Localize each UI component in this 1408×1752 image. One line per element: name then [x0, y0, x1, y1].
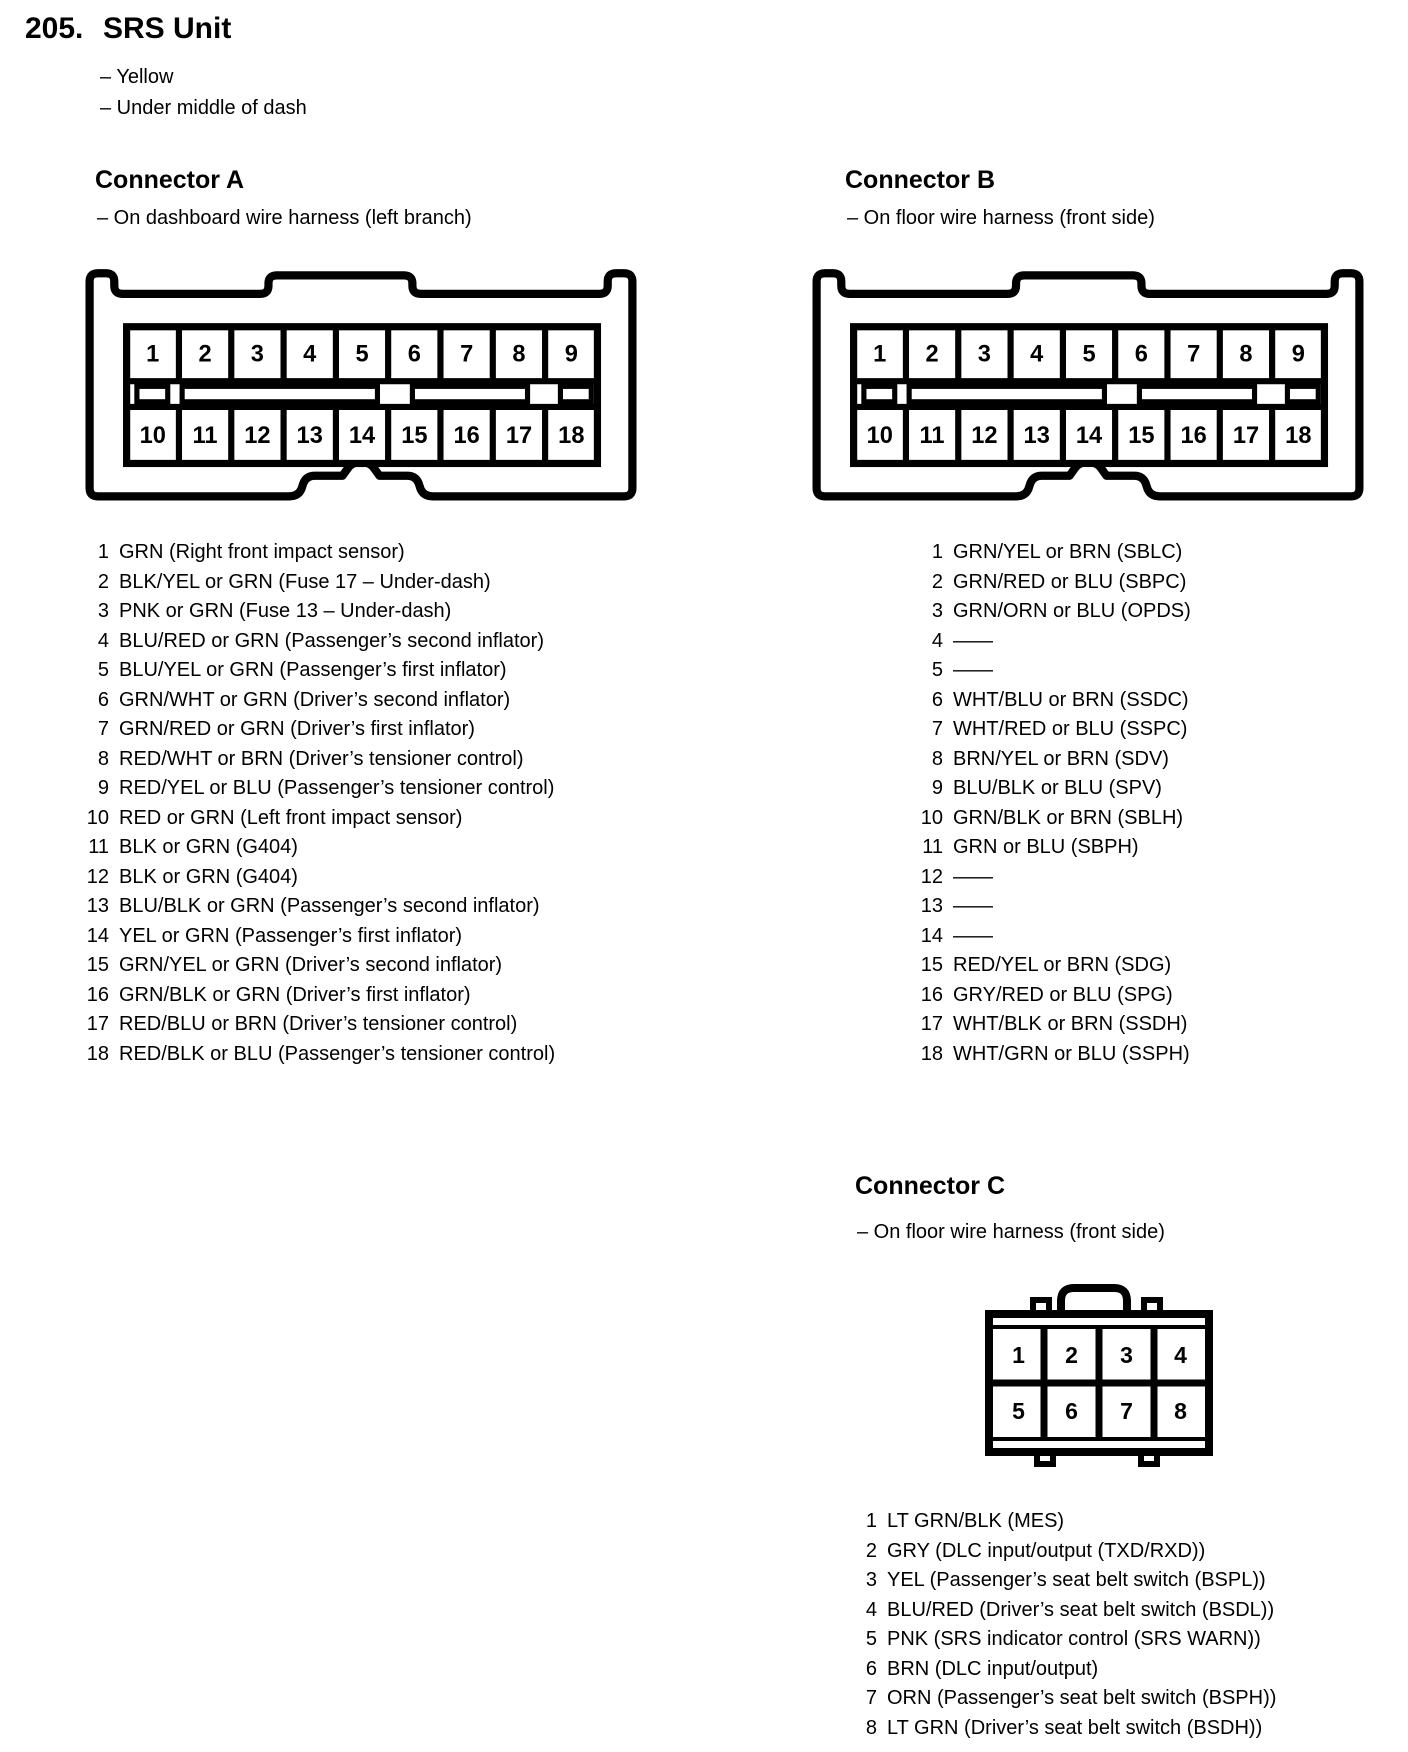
pin-cell-number: 4	[303, 341, 317, 368]
pin-number: 18	[920, 1042, 943, 1065]
pin-cell-number: 8	[512, 341, 526, 368]
pin-list-item	[79, 804, 555, 834]
pin-list-item	[79, 538, 555, 568]
pin-number: 15	[920, 954, 943, 976]
pin-number: 16	[920, 983, 943, 1006]
pin-description: BRN (DLC input/output)	[887, 1657, 1099, 1680]
pin-description: BLU/BLK or BLU (SPV)	[953, 777, 1162, 799]
pin-cell-number: 6	[1134, 341, 1148, 368]
pin-number: 11	[922, 836, 943, 858]
pin-cell-number: 9	[1291, 341, 1305, 368]
pin-list-item	[79, 833, 555, 863]
pin-list-item	[79, 1040, 555, 1070]
pin-cell-number: 18	[1285, 422, 1312, 449]
pin-cell-number: 8	[1174, 1398, 1187, 1424]
pin-list-item	[847, 1537, 1276, 1567]
pin-cell-number: 15	[1128, 422, 1155, 449]
pin-list-item	[79, 568, 555, 598]
pin-description: BLU/RED (Driver’s seat belt switch (BSDL))	[887, 1598, 1275, 1621]
pin-cell-number: 1	[1012, 1342, 1025, 1368]
pin-number: 12	[920, 865, 943, 888]
pin-number: 3	[97, 600, 109, 622]
pin-description: BLK/YEL or GRN (Fuse 17 – Under-dash)	[119, 570, 491, 593]
pin-list-item	[913, 538, 1191, 568]
connector-a-diagram	[73, 263, 649, 525]
pin-number: 8	[865, 1716, 877, 1739]
pin-number: 18	[86, 1042, 109, 1065]
pin-number: 3	[931, 600, 943, 622]
pin-number: 6	[97, 688, 109, 711]
pin-cell-number: 13	[1023, 422, 1050, 449]
pin-list-item	[913, 627, 1191, 657]
pin-list-item	[913, 686, 1191, 716]
pin-description: ORN (Passenger’s seat belt switch (BSPH))	[887, 1687, 1277, 1709]
pin-cell-number: 14	[1075, 422, 1103, 449]
pin-list-item	[847, 1507, 1276, 1537]
pin-list-item	[913, 833, 1191, 863]
pin-cell-number: 16	[1180, 422, 1207, 449]
pin-list-item	[913, 981, 1191, 1011]
pin-cell-number: 2	[198, 341, 212, 368]
pin-list-item	[847, 1684, 1276, 1714]
pin-list-item	[913, 804, 1191, 834]
pin-description: GRN/RED or GRN (Driver’s first inflator)	[119, 718, 475, 740]
pin-number: 14	[920, 924, 943, 947]
pin-cell-number: 5	[1082, 341, 1096, 368]
pin-list-item	[79, 774, 555, 804]
pin-description: GRN/WHT or GRN (Driver’s second inflator)	[119, 688, 511, 711]
pin-number: 4	[865, 1598, 877, 1621]
pin-cell-number: 3	[977, 341, 991, 368]
pin-list-item	[79, 745, 555, 775]
pin-list-item	[79, 597, 555, 627]
note-color: – Yellow	[100, 66, 174, 88]
pin-number: 2	[97, 570, 109, 593]
pin-description: ——	[953, 659, 993, 681]
pin-cell-number: 6	[1065, 1398, 1078, 1424]
pin-cell-number: 4	[1030, 341, 1044, 368]
pin-number: 2	[931, 570, 943, 593]
pin-description: YEL (Passenger’s seat belt switch (BSPL))	[887, 1569, 1266, 1591]
pin-cell-number: 2	[1065, 1342, 1078, 1368]
pin-list-item	[913, 1040, 1191, 1070]
connector-18pin-shell	[800, 263, 1376, 520]
pin-description: GRN/YEL or GRN (Driver’s second inflator)	[119, 954, 503, 976]
pin-description: BLK or GRN (G404)	[119, 836, 298, 858]
pin-cell-number: 7	[460, 341, 474, 368]
pin-description: WHT/BLK or BRN (SSDH)	[953, 1013, 1188, 1035]
pin-number: 1	[931, 541, 943, 563]
pin-description: GRN/ORN or BLU (OPDS)	[953, 600, 1191, 622]
pin-list-item	[79, 892, 555, 922]
pin-list-item	[79, 1010, 555, 1040]
pin-description: GRN/YEL or BRN (SBLC)	[953, 541, 1183, 563]
pin-number: 5	[931, 659, 943, 681]
pin-number: 13	[920, 895, 943, 917]
pin-description: ——	[953, 629, 993, 652]
pin-number: 4	[97, 629, 109, 652]
pin-cell-number: 9	[564, 341, 578, 368]
pin-cell-number: 18	[558, 422, 585, 449]
pin-description: ——	[953, 924, 993, 947]
pin-number: 9	[97, 777, 109, 799]
connector-c-diagram	[975, 1280, 1225, 1477]
pin-number: 7	[97, 718, 109, 740]
pin-number: 15	[86, 954, 109, 976]
pin-list-item	[913, 892, 1191, 922]
pin-description: YEL or GRN (Passenger’s first inflator)	[119, 924, 463, 947]
pin-description: RED or GRN (Left front impact sensor)	[119, 806, 463, 829]
connector-a-heading: Connector A	[95, 166, 245, 194]
pin-description: GRY/RED or BLU (SPG)	[953, 983, 1173, 1006]
pin-cell-number: 15	[401, 422, 428, 449]
pin-list-item	[913, 774, 1191, 804]
pin-number: 5	[97, 659, 109, 681]
connector-c-pin-list	[847, 1507, 1276, 1743]
connector-b-subheading: – On floor wire harness (front side)	[847, 207, 1155, 229]
pin-number: 5	[865, 1628, 877, 1650]
pin-list-item	[913, 715, 1191, 745]
pin-list-item	[913, 745, 1191, 775]
pin-number: 7	[931, 718, 943, 740]
pin-number: 13	[86, 895, 109, 917]
unit-notes	[100, 62, 307, 124]
pin-list-item	[913, 922, 1191, 952]
pin-number: 6	[865, 1657, 877, 1680]
pin-description: BLU/BLK or GRN (Passenger’s second inflator)	[119, 895, 540, 917]
pin-list-item	[913, 1010, 1191, 1040]
pin-list-item	[847, 1625, 1276, 1655]
pin-list-item	[79, 715, 555, 745]
pin-cell-number: 13	[296, 422, 323, 449]
pin-number: 7	[865, 1687, 877, 1709]
pin-description: BLU/YEL or GRN (Passenger’s first inflator)	[119, 659, 507, 681]
pin-cell-number: 8	[1239, 341, 1253, 368]
pin-cell-number: 11	[192, 422, 218, 449]
pin-number: 4	[931, 629, 943, 652]
pin-number: 10	[920, 806, 943, 829]
pin-number: 17	[920, 1013, 943, 1035]
pin-description: PNK (SRS indicator control (SRS WARN))	[887, 1628, 1261, 1650]
pin-number: 12	[86, 865, 109, 888]
pin-list-item	[913, 951, 1191, 981]
pin-cell-number: 1	[146, 341, 160, 368]
connector-b-diagram	[800, 263, 1376, 525]
connector-b-heading: Connector B	[845, 166, 995, 194]
pin-description: RED/BLU or BRN (Driver’s tensioner control)	[119, 1013, 518, 1035]
pin-cell-number: 16	[453, 422, 480, 449]
pin-list-item	[847, 1566, 1276, 1596]
pin-cell-number: 11	[919, 422, 945, 449]
pin-number: 9	[931, 777, 943, 799]
pin-number: 16	[86, 983, 109, 1006]
page-title	[25, 12, 231, 46]
pin-number: 8	[97, 747, 109, 770]
keyway-slots	[864, 386, 1318, 401]
pin-number: 11	[88, 836, 109, 858]
pin-list-item	[79, 981, 555, 1011]
pin-list-item	[847, 1714, 1276, 1744]
connector-b-pin-list	[913, 538, 1191, 1069]
pin-cell-number: 14	[348, 422, 376, 449]
pin-description: LT GRN/BLK (MES)	[887, 1510, 1065, 1532]
pin-list-item	[913, 568, 1191, 598]
pin-number: 1	[97, 541, 109, 563]
pin-list-item	[913, 597, 1191, 627]
pin-cell-number: 7	[1187, 341, 1201, 368]
pin-description: RED/YEL or BRN (SDG)	[953, 954, 1172, 976]
pin-cell-number: 7	[1120, 1398, 1133, 1424]
pin-cell-number: 12	[244, 422, 271, 449]
pin-cell-number: 1	[873, 341, 887, 368]
pin-list-item	[847, 1596, 1276, 1626]
connector-a-subheading: – On dashboard wire harness (left branch)	[97, 207, 472, 229]
pin-description: WHT/RED or BLU (SSPC)	[953, 718, 1188, 740]
pin-list-item	[79, 627, 555, 657]
pin-cell-number: 5	[1012, 1398, 1025, 1424]
pin-description: WHT/BLU or BRN (SSDC)	[953, 688, 1189, 711]
pin-cell-number: 17	[1232, 422, 1260, 449]
pin-description: WHT/GRN or BLU (SSPH)	[953, 1042, 1190, 1065]
pin-list-item	[913, 656, 1191, 686]
pin-description: BRN/YEL or BRN (SDV)	[953, 747, 1169, 770]
pin-cell-number: 3	[1120, 1342, 1133, 1368]
pin-description: ——	[953, 895, 993, 917]
pin-description: GRY (DLC input/output (TXD/RXD))	[887, 1539, 1206, 1562]
pin-cell-number: 12	[971, 422, 998, 449]
page-title-text: SRS Unit	[103, 12, 232, 45]
pin-description: BLU/RED or GRN (Passenger’s second inflator)	[119, 629, 544, 652]
pin-description: GRN or BLU (SBPH)	[953, 836, 1139, 858]
pin-description: GRN (Right front impact sensor)	[119, 541, 405, 563]
pin-description: GRN/RED or BLU (SBPC)	[953, 570, 1187, 593]
pin-number: 2	[865, 1539, 877, 1562]
pin-cell-number: 6	[407, 341, 421, 368]
pin-cell-number: 10	[866, 422, 893, 449]
section-number: 205.	[25, 12, 84, 45]
pin-description: PNK or GRN (Fuse 13 – Under-dash)	[119, 600, 452, 622]
connector-c-heading: Connector C	[855, 1172, 1005, 1200]
pin-cell-number: 4	[1174, 1342, 1187, 1368]
pin-number: 10	[86, 806, 109, 829]
pin-description: GRN/BLK or BRN (SBLH)	[953, 806, 1184, 829]
pin-cell-number: 5	[355, 341, 369, 368]
pin-description: RED/BLK or BLU (Passenger’s tensioner control)	[119, 1042, 556, 1065]
pin-description: RED/WHT or BRN (Driver’s tensioner control)	[119, 747, 524, 770]
pin-description: GRN/BLK or GRN (Driver’s first inflator)	[119, 983, 471, 1006]
pin-description: BLK or GRN (G404)	[119, 865, 298, 888]
pin-number: 8	[931, 747, 943, 770]
pin-list-item	[79, 922, 555, 952]
pin-cell-number: 2	[925, 341, 939, 368]
pin-cell-number: 10	[139, 422, 166, 449]
pin-description: RED/YEL or BLU (Passenger’s tensioner control)	[119, 777, 555, 799]
pin-number: 6	[931, 688, 943, 711]
pin-list-item	[913, 863, 1191, 893]
connector-8pin-shell	[975, 1280, 1225, 1472]
pin-list-item	[847, 1655, 1276, 1685]
pin-number: 17	[86, 1013, 109, 1035]
connector-18pin-shell	[73, 263, 649, 520]
pin-number: 3	[865, 1569, 877, 1591]
pin-list-item	[79, 656, 555, 686]
pin-list-item	[79, 686, 555, 716]
pin-description: LT GRN (Driver’s seat belt switch (BSDH))	[887, 1716, 1263, 1739]
connector-c-subheading: – On floor wire harness (front side)	[857, 1221, 1165, 1243]
pin-cell-number: 17	[505, 422, 533, 449]
pin-number: 1	[865, 1510, 877, 1532]
pin-description: ——	[953, 865, 993, 888]
note-location: – Under middle of dash	[100, 97, 307, 119]
pin-list-item	[79, 951, 555, 981]
pin-list-item	[79, 863, 555, 893]
connector-a-pin-list	[79, 538, 555, 1069]
pin-number: 14	[86, 924, 109, 947]
pin-cell-number: 3	[250, 341, 264, 368]
keyway-slots	[137, 386, 591, 401]
